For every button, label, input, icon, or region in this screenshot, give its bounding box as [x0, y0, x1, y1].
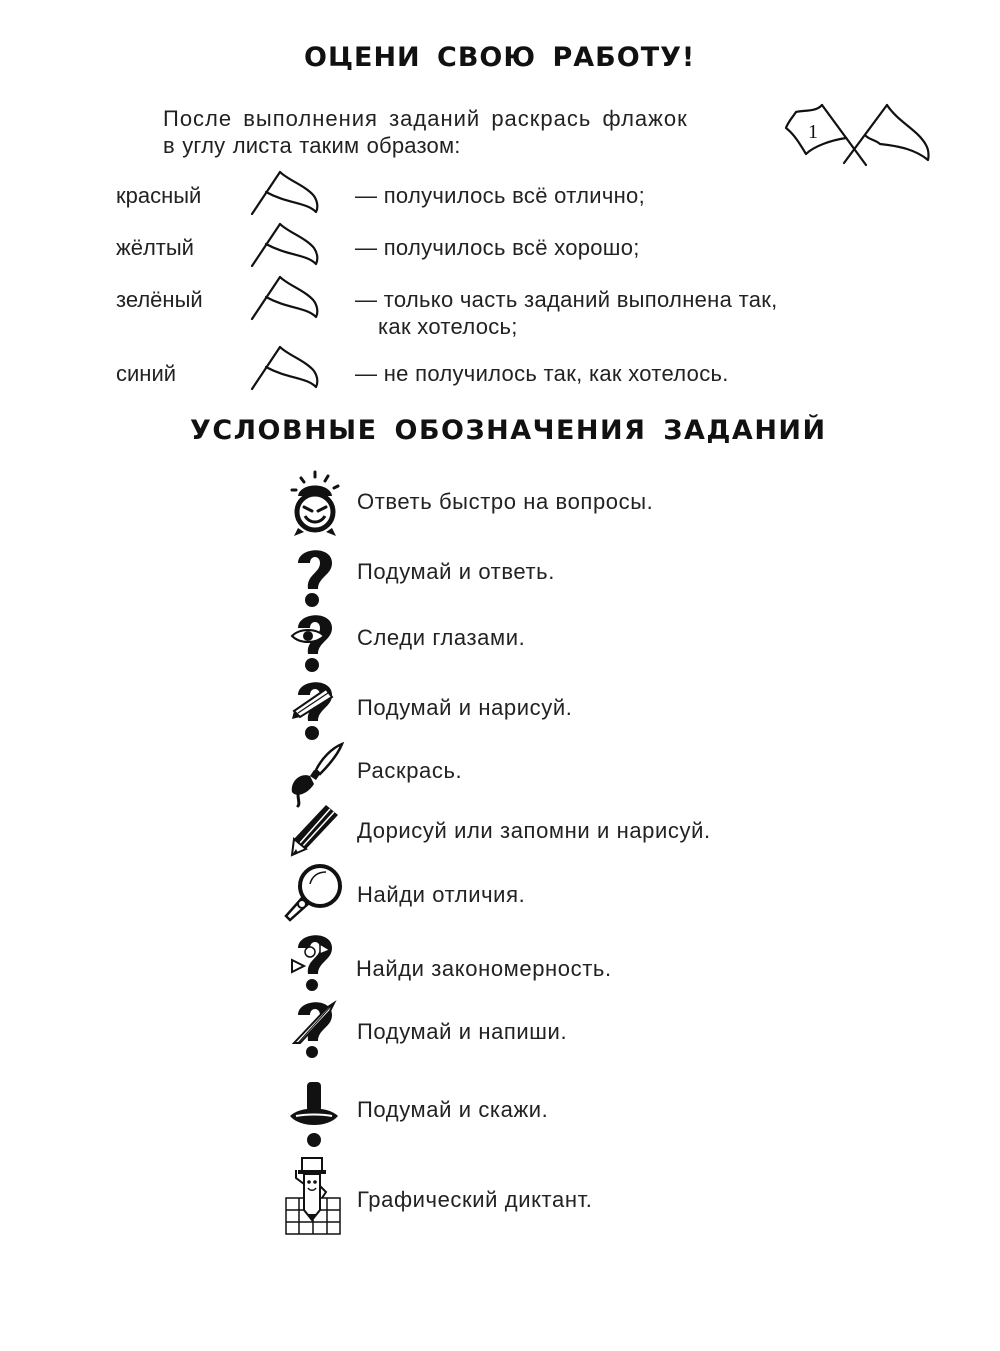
question-shapes-icon [290, 930, 340, 995]
legend-label: Подумай и скажи. [357, 1097, 549, 1122]
legend-label: Дорисуй или запомни и нарисуй. [357, 818, 711, 843]
pencil-icon [290, 803, 350, 858]
flag-icon [248, 170, 323, 220]
flag-icon [248, 345, 323, 395]
paintbrush-icon [286, 742, 346, 808]
legend-label: Следи глазами. [357, 625, 526, 650]
legend-label: Раскрась. [357, 758, 463, 783]
corner-flags-icon [780, 100, 940, 170]
magnifier-icon [284, 862, 344, 922]
intro-line-1: После выполнения заданий раскрась флажок [163, 106, 688, 131]
pencil-grid-icon [284, 1154, 344, 1238]
alarm-clock-icon [284, 470, 354, 540]
color-name: красный [116, 183, 202, 208]
legend-title: УСЛОВНЫЕ ОБОЗНАЧЕНИЯ ЗАДАНИЙ [190, 415, 827, 446]
question-eye-icon [290, 610, 340, 675]
legend-label: Найди закономерность. [356, 956, 612, 981]
color-description: — только часть заданий выполнена так, [355, 287, 778, 312]
legend-label: Подумай и нарисуй. [357, 695, 573, 720]
legend-label: Подумай и напиши. [357, 1019, 568, 1044]
color-name: синий [116, 361, 177, 386]
legend-label: Найди отличия. [357, 882, 526, 907]
legend-label: Ответь быстро на вопросы. [357, 489, 654, 514]
legend-label: Подумай и ответь. [357, 559, 555, 584]
color-description-cont: как хотелось; [378, 314, 518, 339]
color-description: — не получилось так, как хотелось. [355, 361, 729, 386]
intro-line-2: в углу листа таким образом: [163, 133, 461, 158]
question-mark-icon [290, 545, 340, 610]
color-name: жёлтый [116, 235, 194, 260]
question-pen-icon [290, 997, 345, 1062]
color-name: зелёный [116, 287, 203, 312]
color-description: — получилось всё хорошо; [355, 235, 640, 260]
color-description: — получилось всё отлично; [355, 183, 645, 208]
exclamation-lips-icon [288, 1080, 343, 1150]
flag-icon [248, 222, 323, 272]
flag-icon [248, 275, 323, 325]
evaluate-title: ОЦЕНИ СВОЮ РАБОТУ! [304, 42, 696, 73]
corner-flag-number: 1 [808, 121, 818, 143]
legend-label: Графический диктант. [357, 1187, 593, 1212]
question-pencil-icon [290, 677, 340, 742]
